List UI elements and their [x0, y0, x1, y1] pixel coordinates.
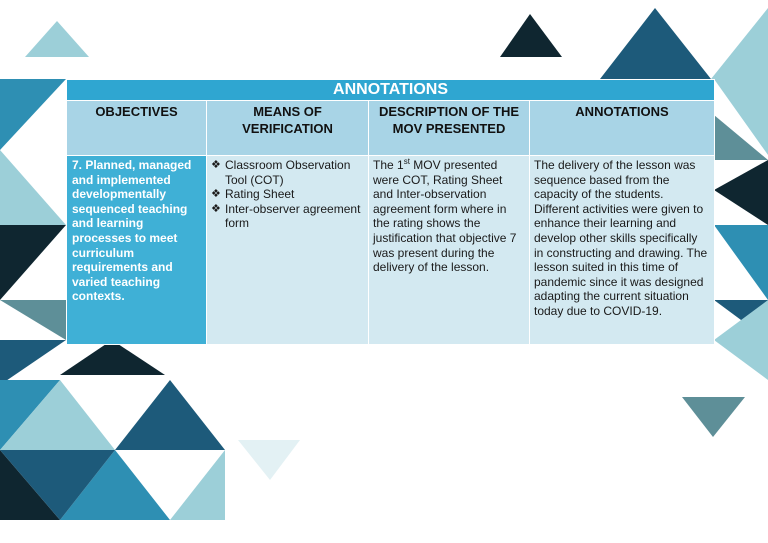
- bg-triangle: [682, 397, 745, 437]
- bg-triangle: [238, 440, 300, 480]
- list-item: [211, 187, 364, 202]
- description-rest: MOV presented were COT, Rating Sheet and Inter-observation agreement form where in the rating shows the justification that objective 7 was present during the delivery of the lesson.: [373, 158, 517, 275]
- annotations-table-wrap: [66, 79, 714, 345]
- diamond-bullet-icon: ❖: [211, 202, 221, 215]
- bg-triangle: [115, 380, 225, 450]
- header-annotations: ANNOTATIONS: [530, 101, 715, 156]
- bg-triangle: [0, 300, 66, 340]
- bg-triangle: [0, 79, 66, 150]
- list-item: [211, 158, 364, 187]
- description-sup: st: [403, 157, 410, 166]
- bg-triangle: [0, 225, 66, 300]
- bg-triangle: [500, 14, 562, 57]
- header-means: MEANS OF VERIFICATION: [207, 101, 369, 156]
- means-item-text: Classroom Observation Tool (COT): [225, 158, 351, 187]
- bg-triangle: [170, 450, 225, 520]
- bg-triangle: [714, 225, 768, 300]
- header-objectives: OBJECTIVES: [67, 101, 207, 156]
- bg-triangle: [600, 8, 711, 79]
- annotation-cell: The delivery of the lesson was sequence based from the capacity of the students. Different activities were given to enhance their learning and develop other skills specifically in constructing and drawing. The lesson suited in this time of pandemic since it was designed adapting the current situation today due to COVID-19.: [530, 156, 715, 345]
- annotations-table: [66, 79, 715, 345]
- diamond-bullet-icon: ❖: [211, 188, 221, 201]
- bg-triangle: [714, 160, 768, 225]
- bg-triangle: [0, 150, 66, 225]
- bg-triangle: [60, 340, 165, 375]
- description-prefix: The 1: [373, 158, 404, 172]
- table-title: ANNOTATIONS: [67, 80, 715, 101]
- header-description: DESCRIPTION OF THE MOV PRESENTED: [369, 101, 530, 156]
- diamond-bullet-icon: ❖: [211, 159, 221, 171]
- means-cell: [207, 156, 369, 345]
- means-item-text: Inter-observer agreement form: [225, 201, 361, 231]
- means-list: [211, 158, 364, 231]
- list-item: [211, 202, 364, 231]
- bg-triangle: [25, 21, 89, 57]
- description-cell: [369, 156, 530, 345]
- bg-triangle: [0, 340, 66, 385]
- means-item-text: Rating Sheet: [225, 187, 295, 202]
- objective-cell: 7. Planned, managed and implemented developmentally sequenced teaching and learning processes to meet curriculum requirements and varied teaching contexts.: [67, 156, 207, 345]
- bg-triangle: [711, 8, 768, 79]
